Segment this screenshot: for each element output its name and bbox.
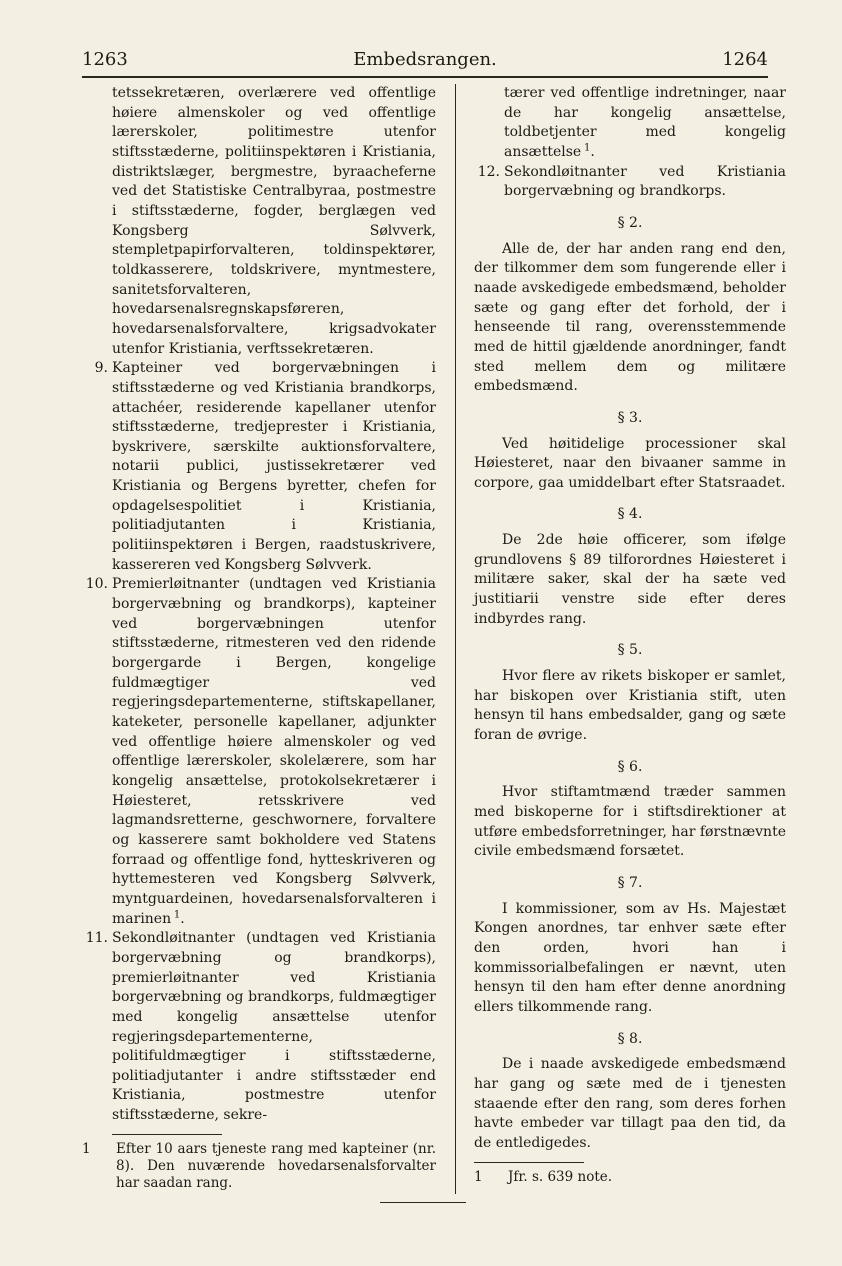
footnote-rule (112, 1134, 222, 1135)
section-8 (474, 1030, 786, 1154)
item-text: Sekondløitnanter ved Kristiania borgervæbning og brandkorps. (504, 163, 786, 200)
footnote-rule (474, 1162, 584, 1163)
section-text: De 2de høie officerer, som ifølge grundlovens § 89 tilforordnes Høiesteret i militære saker, skal der ha sæte ved justitiarii venstre side efter deres indbyrdes rang. (474, 532, 786, 627)
continued-paragraph: tetssekretæren, overlærere ved offentlige høiere almenskoler og ved offentlige lærerskoler, politimestre utenfor stiftsstæderne, politiinspektøren i Kristiania, distriktslæger, bergmestre, byraacheferne ved det Statistiske Centralbyraa, postmestre i stiftsstæderne, fogder, berglægen ved Kongsberg Sølvverk, stempletpapirforvalteren, toldinspektører, toldkasserere, toldskrivere, myntmestere, sanitetsforvalteren, hovedarsenalsregnskapsføreren, hovedarsenalsforvaltere, krigsadvokater utenfor Kristiania, verftssekretæren. (112, 85, 436, 357)
footnote-text: Efter 10 aars tjeneste rang med kapteiner (nr. 8). Den nuværende hovedarsenalsforvalter har saadan rang. (116, 1140, 436, 1191)
running-title: Embedsrangen. (353, 49, 497, 70)
section-heading: § 5. (617, 642, 643, 659)
footnote (474, 1169, 786, 1186)
section-heading: § 6. (617, 758, 643, 775)
section-7 (474, 874, 786, 1018)
section-2 (474, 214, 786, 397)
item-number: 10. (85, 576, 108, 593)
column-divider (455, 84, 456, 1194)
item-text: Kapteiner ved borgervæbningen i stiftsstæderne og ved Kristiania brandkorps, attachéer, residerende kapellaner utenfor stiftsstæderne, tredjeprester i Kristiania, byskrivere, særskilte auktionsforvaltere, notarii publici, justissekretærer ved Kristiania og Bergens byretter, chefen for opdagelsespolitiet i Kristiania, politiadjutanten i Kristiania, politiinspektøren i Bergen, raadstuskrivere, kassereren ved Kongsberg Sølvverk. (112, 360, 436, 573)
section-heading: § 4. (617, 506, 643, 523)
footer-rule (380, 1202, 466, 1203)
footnote-text: Jfr. s. 639 note. (508, 1168, 613, 1185)
footnote (82, 1141, 436, 1192)
section-heading: § 3. (617, 409, 643, 426)
continued-tail: . (590, 143, 595, 160)
header-rule (82, 76, 768, 78)
section-heading: § 7. (617, 874, 643, 891)
list-item (82, 359, 436, 575)
item-number: 11. (85, 930, 108, 947)
right-column (474, 84, 786, 1186)
item-text: Sekondløitnanter (undtagen ved Kristiania borgervæbning og brandkorps), premierløitnanter ved Kristiania borgervæbning og brandkorps, fuldmægtiger med kongelig ansættelse utenfor regjeringsdepartementerne, politifuldmægtiger i stiftsstæderne, politiadjutanter i andre stiftsstæder end Kristiania, postmestre utenfor stiftsstæderne, sekre- (112, 930, 436, 1124)
page-header (82, 48, 768, 72)
continued-text: tærer ved offentlige indretninger, naar de har kongelig ansættelse, toldbetjenter med kongelig ansættelse (504, 85, 786, 160)
list-item (474, 163, 786, 202)
item-text-wrap (112, 575, 436, 929)
section-5 (474, 641, 786, 745)
item-text: Premierløitnanter (undtagen ved Kristiania borgervæbning og brandkorps), kapteiner ved borgervæbningen utenfor stiftsstæderne, ritmesteren ved den ridende borgergarde i Bergen, kongelige fuldmægtiger ved regjeringsdepartementerne, stiftskapellaner, kateketer, personelle kapellaner, adjunkter ved offentlige høiere almenskoler og ved offentlige lærerskoler, skolelærere, som har kongelig ansættelse, protokolsekretærer i Høiesteret, retsskrivere ved lagmandsretterne, geschwornere, forvaltere og kasserere samt bokholdere ved Statens forraad og offentlige fond, hytteskriveren og hyttemesteren ved Kongsberg Sølvverk, myntguardeinen, hovedarsenalsforvalteren i marinen (112, 576, 436, 927)
list-item (82, 929, 436, 1126)
footnote-ref: 1 (584, 142, 591, 154)
section-text: Alle de, der har anden rang end den, der tilkommer dem som fungerende eller i naade avskedigede embedsmænd, beholder sæte og gang efter det forhold, der i henseende til rang, overensstemmende med de hittil gjældende anordninger, fandt sted mellem dem og militære embedsmænd. (474, 240, 786, 395)
list-item (82, 575, 436, 929)
section-3 (474, 409, 786, 494)
footnote-ref: 1 (173, 908, 181, 920)
section-text: De i naade avskedigede embedsmænd har gang og sæte med de i tjenesten staaende efter den rang, som deres forhen havte embeder var tillagt paa den tid, da de entledigedes. (474, 1056, 786, 1151)
section-text: Ved høitidelige processioner skal Høiesteret, naar den bivaaner samme in corpore, gaa umiddelbart efter Statsraadet. (474, 435, 786, 491)
item-number: 9. (94, 360, 108, 377)
section-4 (474, 505, 786, 629)
section-text: Hvor stiftamtmænd træder sammen med biskoperne for i stiftsdirektioner at utføre embedsforretninger, har førstnævnte civile embedsmænd forsætet. (474, 784, 786, 860)
section-heading: § 2. (617, 214, 643, 231)
section-heading: § 8. (617, 1030, 643, 1047)
page-number-left: 1263 (82, 49, 128, 70)
section-6 (474, 758, 786, 862)
continued-paragraph (504, 84, 786, 163)
section-text: I kommissioner, som av Hs. Majestæt Kongen anordnes, tar enhver sæte efter den orden, hvori han i kommissorialbefalingen er nævnt, uten hensyn til den ham efter denne anordning ellers tilkommende rang. (474, 900, 786, 1015)
footnote-number: 1 (82, 1140, 91, 1157)
page-number-right: 1264 (722, 49, 768, 70)
left-column (82, 84, 436, 1192)
section-text: Hvor flere av rikets biskoper er samlet, har biskopen over Kristiania stift, uten hensyn til hans embedsalder, gang og sæte foran de øvrige. (474, 668, 786, 744)
item-number: 12. (477, 163, 500, 180)
footnote-number: 1 (474, 1168, 483, 1185)
item-text-tail: . (180, 910, 185, 927)
